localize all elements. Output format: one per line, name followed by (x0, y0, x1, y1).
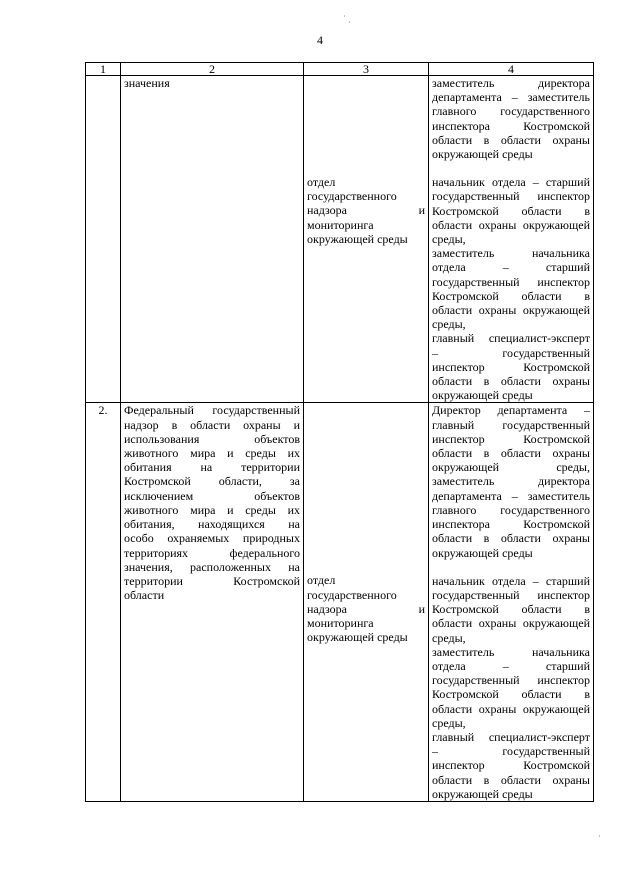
official-line: инспектор Костромской (432, 758, 590, 773)
row1-department-line: надзора и (307, 203, 425, 218)
official-line: отдела – старший (432, 658, 590, 673)
header-col-4: 4 (429, 63, 594, 76)
official-line: департамента – заместитель (432, 488, 590, 503)
control-type-line: территории Костромской (124, 573, 300, 588)
official-line: заместитель директора (432, 76, 590, 90)
official-line: среды, (432, 630, 466, 645)
official-line: среды, (432, 715, 466, 730)
official-line: окружающей среды (432, 545, 533, 560)
official-line: области в области охраны (432, 446, 590, 461)
official-line: среды, (432, 232, 466, 247)
official-line: области в области охраны (432, 132, 590, 147)
row1-officials-cell (429, 76, 594, 403)
official-line: Костромской области в (432, 288, 590, 303)
official-line: государственный инспектор (432, 673, 590, 688)
control-type-line: территориях федерального (124, 545, 300, 560)
row1-control-type-cell (121, 76, 304, 403)
header-col-1: 1 (86, 63, 121, 76)
official-line: области охраны окружающей (432, 303, 590, 318)
official-line: заместитель директора (432, 474, 590, 489)
official-line: государственный инспектор (432, 587, 590, 602)
page-number: 4 (317, 33, 323, 47)
authority-table (85, 62, 594, 802)
row2-number-cell: 2. (86, 403, 121, 801)
official-line: главный специалист-эксперт (432, 331, 590, 346)
row2-department-line: отдел (307, 573, 336, 588)
official-line: окружающей среды, (432, 460, 590, 475)
row1-department-line: государственного (307, 189, 397, 204)
control-type-line: обитания, находящихся на (124, 517, 300, 532)
official-line: окружающей среды (432, 147, 533, 162)
row1-department-line: отдел (307, 175, 336, 189)
official-line: – государственный (432, 345, 590, 360)
control-type-line: животного мира и среды их (124, 446, 300, 461)
control-type-line: надзор в области охраны и (124, 417, 300, 432)
scan-speck: · (598, 832, 601, 841)
official-line: государственный инспектор (432, 189, 590, 204)
row1-department-cell (304, 76, 429, 403)
official-line: области в области охраны (432, 531, 590, 546)
official-line: окружающей среды (432, 786, 533, 801)
row1-control-type-text: значения (124, 76, 170, 90)
official-line: Костромской области в (432, 602, 590, 617)
official-line: главного государственного (432, 502, 590, 517)
official-line: инспектора Костромской (432, 517, 590, 532)
official-line: начальник отдела – старший (432, 573, 590, 588)
control-type-line: Федеральный государственный (124, 403, 300, 418)
official-line: главный государственный (432, 417, 590, 432)
official-line: области в области охраны (432, 772, 590, 787)
official-line: Костромской области в (432, 203, 590, 218)
row2-department-cell (304, 403, 429, 801)
official-line: окружающей среды (432, 388, 533, 403)
official-line: инспектор Костромской (432, 359, 590, 374)
official-line: Костромской области в (432, 687, 590, 702)
official-line: области охраны окружающей (432, 701, 590, 716)
control-type-line: Костромской области, за (124, 474, 300, 489)
row2-department-line: надзора и (307, 601, 425, 616)
official-line: инспектор Костромской (432, 431, 590, 446)
table-row (86, 403, 594, 801)
control-type-line: обитания на территории (124, 460, 300, 475)
control-type-line: области (124, 588, 165, 603)
control-type-line: использования объектов (124, 431, 300, 446)
official-line: заместитель начальника (432, 644, 590, 659)
official-line: отдела – старший (432, 260, 590, 275)
control-type-line: особо охраняемых природных (124, 531, 300, 546)
official-line: области охраны окружающей (432, 616, 590, 631)
row2-department-line: окружающей среды (307, 630, 408, 645)
control-type-line: исключением объектов (124, 488, 300, 503)
official-line: – государственный (432, 744, 590, 759)
official-line: инспектора Костромской (432, 118, 590, 133)
header-col-2: 2 (121, 63, 304, 76)
table-row (86, 76, 594, 403)
official-line: среды, (432, 317, 466, 332)
official-line: Директор департамента – (432, 403, 590, 418)
table-header-row (86, 63, 594, 76)
row1-department-line: мониторинга (307, 217, 374, 232)
official-line: главного государственного (432, 104, 590, 119)
scan-speck: · (348, 18, 351, 27)
row2-department-line: государственного (307, 587, 397, 602)
official-line: начальник отдела – старший (432, 175, 590, 190)
official-line: главный специалист-эксперт (432, 729, 590, 744)
row2-department-line: мониторинга (307, 616, 374, 631)
scan-speck: · (343, 12, 346, 21)
control-type-line: животного мира и среды их (124, 502, 300, 517)
official-line: департамента – заместитель (432, 90, 590, 105)
row2-control-type-cell (121, 403, 304, 801)
official-line: области в области охраны (432, 374, 590, 389)
official-line: государственный инспектор (432, 274, 590, 289)
row1-number-cell (86, 76, 121, 403)
header-col-3: 3 (304, 63, 429, 76)
control-type-line: значения, расположенных на (124, 559, 300, 574)
official-line: области охраны окружающей (432, 217, 590, 232)
row1-department-line: окружающей среды (307, 231, 408, 246)
official-line: заместитель начальника (432, 246, 590, 261)
row2-officials-cell (429, 403, 594, 801)
